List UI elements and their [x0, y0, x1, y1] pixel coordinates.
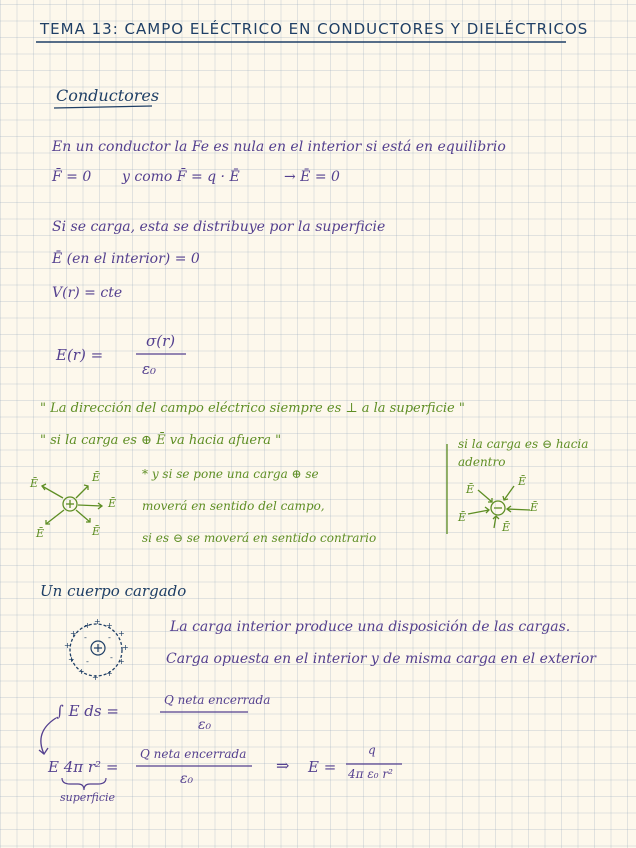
charge-arrangement-statement: La carga interior produce una disposición de las cargas. — [170, 619, 571, 635]
field-label: Ē — [108, 497, 117, 510]
negative-charge-note-1: si la carga es ⊖ hacia — [458, 437, 589, 451]
section-heading-cuerpo: Un cuerpo cargado — [40, 582, 187, 600]
gauss-denominator: ε₀ — [198, 717, 212, 733]
field-label: Ē — [466, 483, 475, 496]
section-heading-conductores: Conductores — [56, 86, 160, 105]
svg-text:+: + — [68, 655, 75, 664]
field-label: Ē — [502, 521, 511, 534]
field-label: Ē — [518, 475, 527, 488]
positive-charge-quote: " si la carga es ⊕ Ē va hacia afuera " — [40, 433, 282, 448]
svg-text:+: + — [106, 669, 113, 678]
field-label: Ē — [92, 471, 101, 484]
result-numerator: q — [368, 743, 376, 757]
sphere-left: E 4π r² = — [48, 758, 119, 776]
equation-er-denominator: ε₀ — [142, 360, 157, 378]
svg-text:+: + — [92, 673, 99, 682]
result-denominator: 4π ε₀ r² — [348, 767, 393, 781]
field-label: Ē — [530, 501, 539, 514]
field-label: Ē — [92, 525, 101, 538]
sphere-denominator: ε₀ — [180, 771, 194, 787]
field-label: Ē — [458, 511, 467, 524]
test-charge-note-1: * y si se pone una carga ⊕ se — [142, 467, 319, 481]
conductor-statement: En un conductor la Fe es nula en el interior si está en equilibrio — [52, 139, 506, 155]
equation-force-zero: F̄ = 0 — [52, 169, 92, 185]
equation-field-zero: → Ē = 0 — [284, 169, 340, 185]
equation-er-left: E(r) = — [56, 346, 104, 364]
test-charge-note-2: moverá en sentido del campo, — [142, 499, 325, 513]
svg-text:+: + — [118, 629, 125, 638]
svg-text:+: + — [94, 617, 101, 626]
underbrace-label: superficie — [60, 791, 116, 804]
implies-arrow: ⇒ — [276, 756, 290, 775]
gauss-left: ∫ E ds = — [56, 702, 119, 720]
equation-potential-constant: V(r) = cte — [52, 285, 123, 301]
svg-text:+: + — [70, 629, 77, 638]
equation-er-numerator: σ(r) — [146, 332, 176, 350]
field-direction-quote: " La dirección del campo eléctrico siempre es ⊥ a la superficie " — [40, 401, 465, 416]
page-title: TEMA 13: CAMPO ELÉCTRICO EN CONDUCTORES Y DIELÉCTRICOS — [40, 20, 589, 38]
sphere-numerator: Q neta encerrada — [140, 747, 247, 761]
svg-text:-: - — [110, 653, 113, 662]
test-charge-note-3: si es ⊖ se moverá en sentido contrario — [142, 531, 377, 545]
svg-text:+: + — [64, 641, 71, 650]
charge-distribution-statement: Si se carga, esta se distribuye por la superficie — [52, 219, 386, 235]
svg-text:-: - — [108, 633, 111, 642]
svg-text:-: - — [84, 633, 87, 642]
gauss-numerator: Q neta encerrada — [164, 693, 271, 707]
result-left: E = — [308, 758, 337, 776]
opposite-charge-statement: Carga opuesta en el interior y de misma carga en el exterior — [166, 651, 596, 667]
svg-text:-: - — [86, 657, 89, 666]
svg-text:+: + — [118, 657, 125, 666]
svg-text:+: + — [106, 621, 113, 630]
field-label: Ē — [30, 477, 39, 490]
field-label: Ē — [36, 527, 45, 540]
equation-force-qe: y como F̄ = q · Ē — [122, 169, 240, 185]
svg-text:+: + — [78, 667, 85, 676]
negative-charge-note-2: adentro — [458, 455, 506, 469]
svg-text:+: + — [122, 643, 129, 652]
svg-text:+: + — [84, 621, 91, 630]
equation-interior-field: Ē (en el interior) = 0 — [52, 251, 200, 267]
